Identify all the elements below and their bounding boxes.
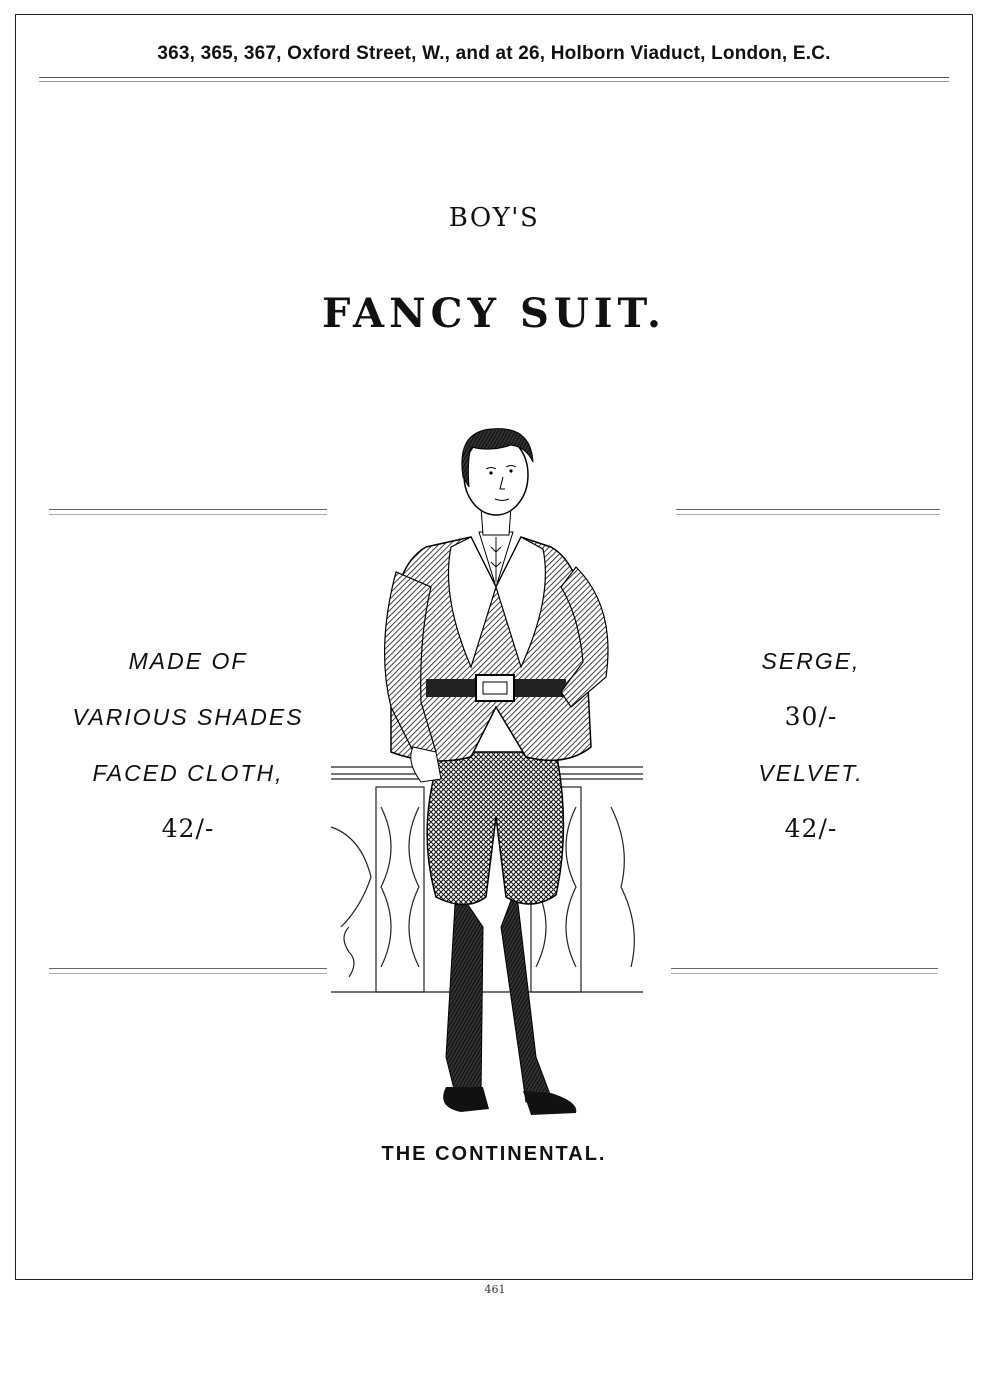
left-top-rule	[49, 509, 327, 515]
advert-title: FANCY SUIT.	[322, 290, 666, 337]
left-description	[43, 633, 333, 857]
description-line: MADE OF	[128, 648, 248, 674]
advert-page	[15, 14, 973, 1280]
shop-address: 363, 365, 367, Oxford Street, W., and at 26, Holborn Viaduct, London, E.C.	[157, 43, 831, 64]
boy-in-suit-engraving-icon	[321, 407, 666, 1127]
material-price: 30/-	[784, 702, 838, 731]
right-bottom-rule	[671, 968, 938, 974]
left-price: 42/-	[161, 814, 215, 843]
description-line: VARIOUS SHADES	[72, 704, 304, 730]
bottom-margin	[0, 1300, 990, 1390]
right-top-rule	[676, 509, 940, 515]
material-price: 42/-	[784, 814, 838, 843]
suit-caption: THE CONTINENTAL.	[381, 1143, 607, 1165]
advert-kicker: BOY'S	[448, 203, 540, 233]
material-label: VELVET.	[758, 760, 864, 786]
top-double-rule	[39, 77, 949, 82]
left-bottom-rule	[49, 968, 327, 974]
page-number: 461	[484, 1283, 506, 1296]
description-line: FACED CLOTH,	[92, 760, 284, 786]
right-price-list	[711, 633, 911, 857]
material-label: SERGE,	[761, 648, 861, 674]
